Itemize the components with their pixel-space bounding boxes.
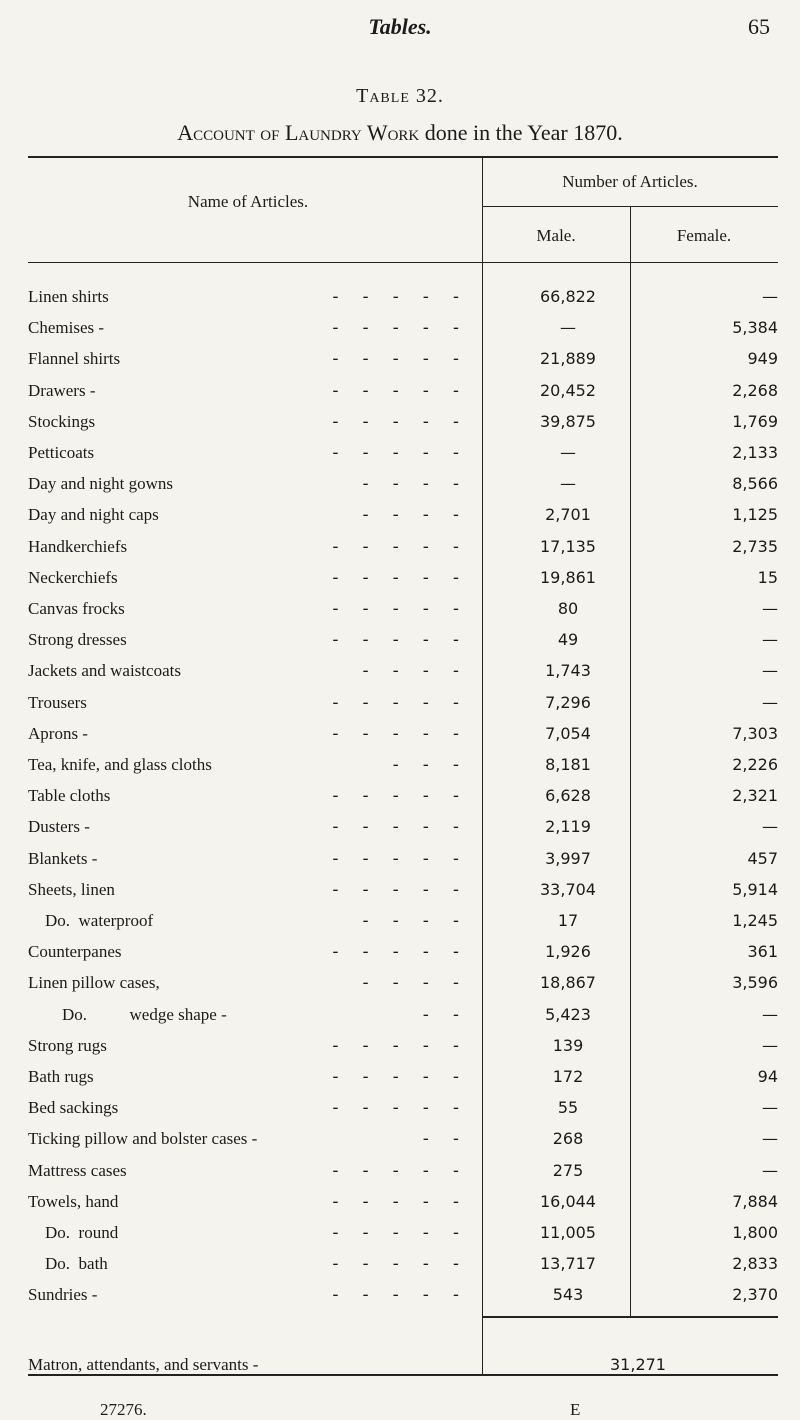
male-count: 268 — [552, 1129, 584, 1149]
female-count: 94 — [757, 1067, 778, 1086]
female-count: 5,914 — [732, 879, 778, 899]
leader-dashes: ----- — [332, 287, 483, 307]
leader-dashes: ----- — [332, 411, 483, 432]
male-count: 543 — [552, 1285, 584, 1305]
male-count: 16,044 — [540, 1191, 596, 1211]
table-row — [28, 536, 778, 568]
article-name: Strong rugs — [28, 1035, 107, 1055]
male-count: 2,119 — [545, 817, 591, 837]
footer-signature: 27276. — [100, 1400, 147, 1419]
article-name: Tea, knife, and glass cloths — [28, 755, 212, 774]
leader-dashes: ---- — [362, 973, 483, 994]
article-name: Sundries - — [28, 1285, 98, 1305]
article-name: Flannel shirts — [28, 349, 121, 369]
article-name: Table cloths — [28, 786, 111, 806]
male-count: 7,054 — [545, 723, 591, 743]
table-row — [28, 692, 778, 724]
leader-dashes: --- — [392, 755, 483, 775]
article-name: Do. waterproof — [28, 911, 154, 930]
leader-dashes: ----- — [332, 630, 483, 651]
female-count: 5,384 — [732, 318, 778, 338]
top-rule — [28, 156, 778, 158]
article-name: Do. bath — [28, 1254, 108, 1274]
male-column-header: Male. — [536, 226, 576, 245]
leader-dashes: ----- — [332, 786, 483, 807]
leader-dashes: ----- — [332, 723, 483, 744]
table-row — [28, 723, 778, 755]
table-row — [28, 1253, 778, 1285]
article-name: Do. round — [28, 1223, 119, 1242]
page-number: 65 — [748, 14, 770, 39]
article-name: Blankets - — [28, 848, 98, 868]
leader-dashes: ----- — [332, 848, 483, 869]
male-count: 13,717 — [540, 1254, 596, 1274]
number-column-header: Number of Articles. — [562, 172, 698, 191]
article-name: Mattress cases — [28, 1160, 127, 1180]
leader-dashes: ----- — [332, 1223, 483, 1243]
article-name: Sheets, linen — [28, 879, 115, 899]
female-count: 361 — [747, 942, 778, 962]
leader-dashes: ---- — [362, 661, 483, 682]
female-count: — — [762, 1129, 778, 1149]
article-name: Stockings — [28, 411, 96, 431]
table-row — [28, 848, 778, 880]
article-name: Drawers - — [28, 380, 96, 400]
male-count: 6,628 — [545, 786, 591, 806]
table-row — [28, 816, 778, 848]
female-count: — — [762, 630, 778, 650]
article-name: Bath rugs — [28, 1067, 94, 1086]
female-count: — — [762, 1098, 778, 1118]
female-count: 2,370 — [732, 1285, 778, 1305]
table-title-rest: done in the Year 1870. — [419, 120, 623, 145]
leader-dashes: ----- — [332, 1254, 483, 1275]
female-column-header: Female. — [676, 226, 732, 245]
male-count: 39,875 — [540, 411, 596, 431]
female-count: — — [762, 1035, 778, 1055]
article-name: Do. wedge shape - — [28, 1004, 227, 1024]
table-row — [28, 1004, 778, 1036]
female-count: — — [762, 1004, 778, 1024]
table-row — [28, 879, 778, 911]
table-label: Table 32. — [356, 85, 444, 107]
leader-dashes: ----- — [332, 567, 483, 588]
male-count: 20,452 — [540, 380, 596, 400]
table-row — [28, 1066, 778, 1098]
female-count: 2,268 — [732, 380, 778, 400]
article-name: Counterpanes — [28, 942, 122, 962]
leader-dashes: ----- — [332, 536, 483, 557]
leader-dashes: -- — [422, 1004, 483, 1025]
male-count: — — [560, 443, 576, 462]
leader-dashes: ----- — [332, 1160, 483, 1181]
article-name: Dusters - — [28, 817, 90, 837]
female-count: 3,596 — [732, 973, 778, 993]
article-name: Bed sackings — [28, 1098, 119, 1118]
table-row — [28, 411, 778, 443]
table-row — [28, 598, 778, 630]
article-name: Day and night caps — [28, 505, 159, 525]
female-count: 7,884 — [732, 1191, 778, 1211]
article-name: Linen shirts — [28, 287, 109, 306]
table-row — [28, 1191, 778, 1223]
male-count: 66,822 — [540, 287, 596, 306]
female-count: — — [762, 817, 778, 837]
article-name: Aprons - — [28, 723, 88, 743]
page-header — [0, 14, 800, 54]
female-count: — — [762, 661, 778, 681]
leader-dashes: ----- — [332, 349, 483, 370]
leader-dashes: -- — [422, 1129, 483, 1150]
female-count: 2,133 — [732, 443, 778, 462]
table-row — [28, 1284, 778, 1316]
table-row — [28, 972, 778, 1004]
leader-dashes: ----- — [332, 1191, 483, 1212]
male-count: 1,926 — [545, 942, 591, 962]
leader-dashes: ----- — [332, 692, 483, 713]
female-count: 2,321 — [732, 786, 778, 806]
table-row — [28, 504, 778, 536]
article-name: Trousers — [28, 692, 87, 712]
female-count: 1,245 — [732, 911, 778, 930]
leader-dashes: ----- — [332, 318, 483, 339]
leader-dashes: ----- — [332, 1285, 483, 1306]
leader-dashes: ----- — [332, 443, 483, 463]
article-name: Linen pillow cases, — [28, 973, 160, 993]
male-count: 17,135 — [540, 536, 596, 556]
male-count: 18,867 — [540, 973, 596, 993]
total-divider — [482, 1318, 483, 1374]
article-name: Jackets and waistcoats — [28, 661, 181, 681]
table-row — [28, 910, 778, 942]
female-count: 1,125 — [732, 505, 778, 525]
article-name: Petticoats — [28, 443, 95, 462]
table-row — [28, 286, 778, 318]
male-count: 275 — [552, 1160, 584, 1180]
male-count: 139 — [552, 1035, 584, 1055]
table-title-lead: Account of Laundry Work — [177, 120, 420, 145]
female-count: — — [762, 599, 778, 618]
table-row — [28, 1097, 778, 1129]
female-count: 2,833 — [732, 1254, 778, 1274]
male-count: 8,181 — [545, 755, 591, 774]
female-count: 7,303 — [732, 723, 778, 743]
male-count: 1,743 — [545, 661, 591, 681]
female-count: 949 — [747, 349, 778, 369]
female-count: 8,566 — [732, 474, 778, 494]
male-count: — — [560, 474, 576, 494]
leader-dashes: ---- — [362, 505, 483, 526]
header-bottom-rule — [28, 262, 778, 263]
female-count: 2,226 — [732, 755, 778, 774]
table-row — [28, 567, 778, 599]
running-head: Tables. — [368, 14, 432, 39]
leader-dashes: ----- — [332, 599, 483, 619]
male-count: 55 — [557, 1098, 579, 1118]
female-count: 15 — [757, 567, 778, 587]
table-row — [28, 754, 778, 786]
table-row — [28, 660, 778, 692]
leader-dashes: ----- — [332, 879, 483, 900]
female-count: 1,769 — [732, 411, 778, 431]
table-row — [28, 785, 778, 817]
male-count: 17 — [557, 911, 579, 930]
name-column-header: Name of Articles. — [187, 192, 309, 211]
article-name: Chemises - — [28, 318, 105, 338]
leader-dashes: ---- — [362, 911, 483, 931]
table-row — [28, 348, 778, 380]
article-name: Strong dresses — [28, 630, 127, 650]
male-count: 33,704 — [540, 879, 596, 899]
female-count: — — [762, 692, 778, 712]
leader-dashes: ---- — [362, 474, 483, 495]
table-title — [0, 120, 800, 146]
leader-dashes: ----- — [332, 380, 483, 401]
table-row — [28, 1128, 778, 1160]
article-name: Towels, hand — [28, 1191, 119, 1211]
female-count: — — [762, 287, 778, 306]
table-row — [28, 1160, 778, 1192]
total-row-label: Matron, attendants, and servants - — [28, 1355, 259, 1374]
male-count: 19,861 — [540, 567, 596, 587]
leader-dashes: ----- — [332, 1035, 483, 1056]
male-count: 5,423 — [545, 1004, 591, 1024]
article-name: Handkerchiefs — [28, 536, 128, 556]
leader-dashes: ----- — [332, 1067, 483, 1087]
footer-letter: E — [570, 1400, 581, 1419]
male-count: 21,889 — [540, 349, 596, 369]
table-row — [28, 629, 778, 661]
article-name: Neckerchiefs — [28, 567, 118, 587]
female-count: 1,800 — [732, 1223, 778, 1242]
leader-dashes: ----- — [332, 817, 483, 838]
article-name: Day and night gowns — [28, 474, 173, 494]
table-row — [28, 380, 778, 412]
male-count: 49 — [557, 630, 579, 650]
leader-dashes: ----- — [332, 1098, 483, 1119]
article-name: Canvas frocks — [28, 599, 125, 618]
male-count: 7,296 — [545, 692, 591, 712]
female-count: — — [762, 1160, 778, 1180]
male-count: 2,701 — [545, 505, 591, 525]
male-count: — — [560, 318, 576, 338]
table-row — [28, 1222, 778, 1254]
table-row — [28, 317, 778, 349]
table-row — [28, 941, 778, 973]
leader-dashes: ----- — [332, 942, 483, 963]
total-row-value: 31,271 — [610, 1355, 666, 1374]
table-row — [28, 1035, 778, 1067]
male-count: 3,997 — [545, 848, 591, 868]
table-row — [28, 473, 778, 505]
female-count: 457 — [747, 848, 778, 868]
male-count: 172 — [552, 1067, 584, 1086]
table-row — [28, 442, 778, 474]
male-count: 11,005 — [540, 1223, 596, 1242]
article-name: Ticking pillow and bolster cases - — [28, 1129, 258, 1149]
male-count: 80 — [557, 599, 579, 618]
female-count: 2,735 — [732, 536, 778, 556]
